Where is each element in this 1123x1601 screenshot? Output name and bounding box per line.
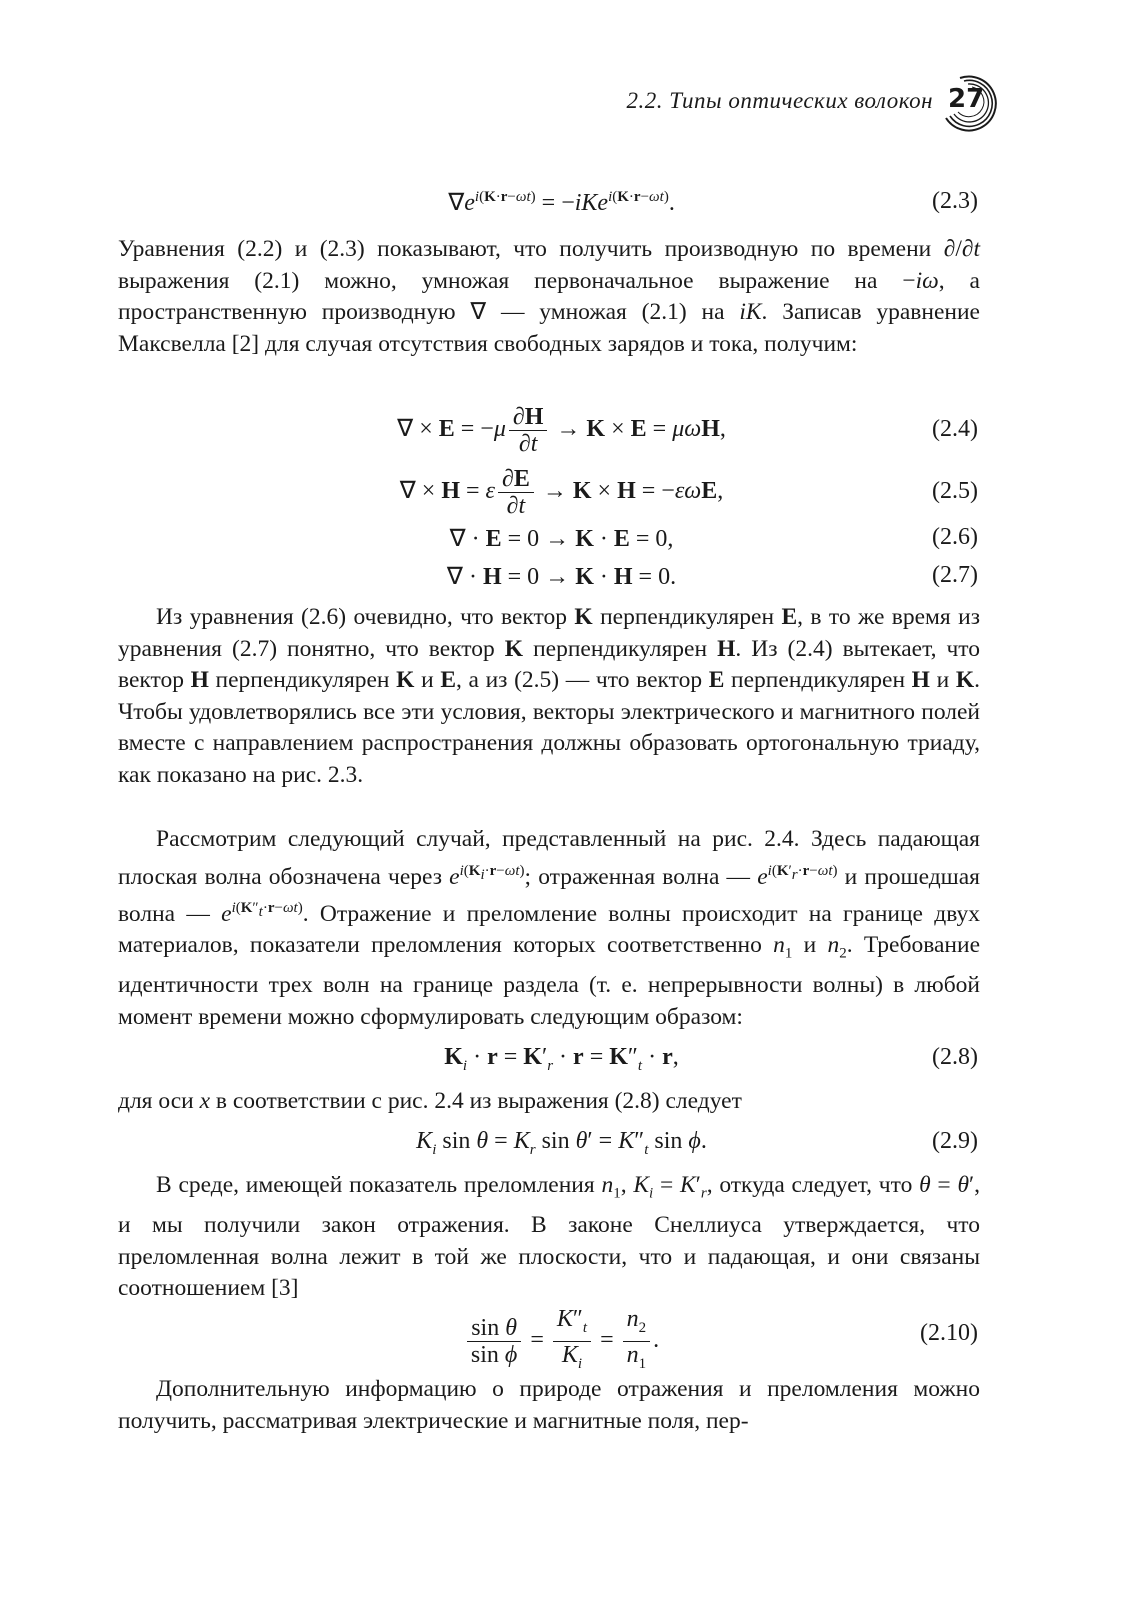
paragraph: для оси x в соответствии с рис. 2.4 из выражения (2.8) следует	[118, 1088, 742, 1114]
equation-number: (2.5)	[932, 478, 978, 504]
paragraph: Из уравнения (2.6) очевидно, что вектор K перпендикулярен E, в то же время из уравнения (2.7) понятно, что вектор K перпендикулярен H. Из (2.4) вытекает, что вектор H перпендикулярен K и E, а из (2.5) — что вектор E перпендикулярен H и K. Чтобы удовлетворялись все эти условия, векторы электрического и магнитного полей вместе с направлением распространения должны образовать ортогональную триаду, как показано на рис. 2.3.	[118, 604, 981, 788]
equation-2-5: ∇ × H = ε $\frac{\partial E}{\partial t}$ → K × H = −εωE, (2.5)	[399, 466, 978, 519]
equation-2-7: ∇ · H = 0 → K · H = 0. (2.7)	[446, 562, 978, 590]
page-number: 27	[948, 84, 985, 114]
paragraph: Рассмотрим следующий случай, представленный на рис. 2.4. Здесь падающая плоская волна обозначена через $e^{i(K_i\cdot r-\omega t)}$; отраженная волна — $e^{i(K'_r\cdot r-\omega t)}$ и прошедшая волна — $e^{i(K''_t\cdot r-\omega t)}$. Отражение и преломление волны происходит на границе двух материалов, показатели преломления которых соответственно $n_1$ и $n_2$. Требование идентичности трех волн на границе раздела (т. е. непрерывности волны) в любой момент времени можно сформулировать следующим образом:	[118, 826, 980, 1030]
equation-number: (2.8)	[932, 1044, 978, 1070]
equation-number: (2.6)	[932, 524, 978, 550]
equation-2-4: ∇ × E = −μ $\frac{\partial H}{\partial t}$ → K × E = μωH, (2.4)	[397, 404, 978, 457]
equation-2-6: ∇ · E = 0 → K · E = 0, (2.6)	[449, 524, 978, 552]
equation-number: (2.9)	[932, 1128, 978, 1154]
equation-number: (2.4)	[932, 416, 978, 442]
equation-2-3: $\nabla e^{i(K\cdot r-\omega t)} = -iKe^{i(K\cdot r-\omega t)}$. (2.3)	[448, 188, 978, 216]
equation-2-9: $K_i$ $\sin \theta = K_r$ $\sin \theta' = K''_t$ sin ϕ. (2.9)	[416, 1128, 978, 1158]
running-title: 2.2. Типы оптических волокон	[626, 88, 933, 113]
equation-number: (2.7)	[932, 562, 978, 588]
equation-2-8: $K_i \cdot r = K'_r \cdot r = K''_t \cdot r$, (2.8)	[444, 1044, 978, 1074]
paragraph: В среде, имеющей показатель преломления $n_1$, $K_i = K'_r$, откуда следует, что θ = θ′, и мы получили закон отражения. В законе Снеллиуса утверждается, что преломленная волна лежит в той же плоскости, что и падающая, и они связаны соотношением [3]	[118, 1172, 980, 1302]
equation-number: (2.10)	[920, 1320, 978, 1346]
paragraph: Дополнительную информацию о природе отражения и преломления можно получить, рассматривая электрические и магнитные поля, пер-	[118, 1376, 980, 1434]
equation-number: (2.3)	[932, 188, 978, 214]
equation-2-10: $\frac{\text{sin θ}}{\text{sin ϕ}}$ = $\frac{K''_t}{K_i}$ = $\frac{n_2}{n_1}$ . (2.10)	[0, 1300, 1123, 1370]
paragraph: Уравнения (2.2) и (2.3) показывают, что получить производную по времени ∂/∂t выражения (2.1) можно, умножая первоначальное выражение на −iω, а пространственную производную ∇ — умножая (2.1) на iK. Записав уравнение Максвелла [2] для случая отсутствия свободных зарядов и тока, получим:	[118, 236, 980, 357]
